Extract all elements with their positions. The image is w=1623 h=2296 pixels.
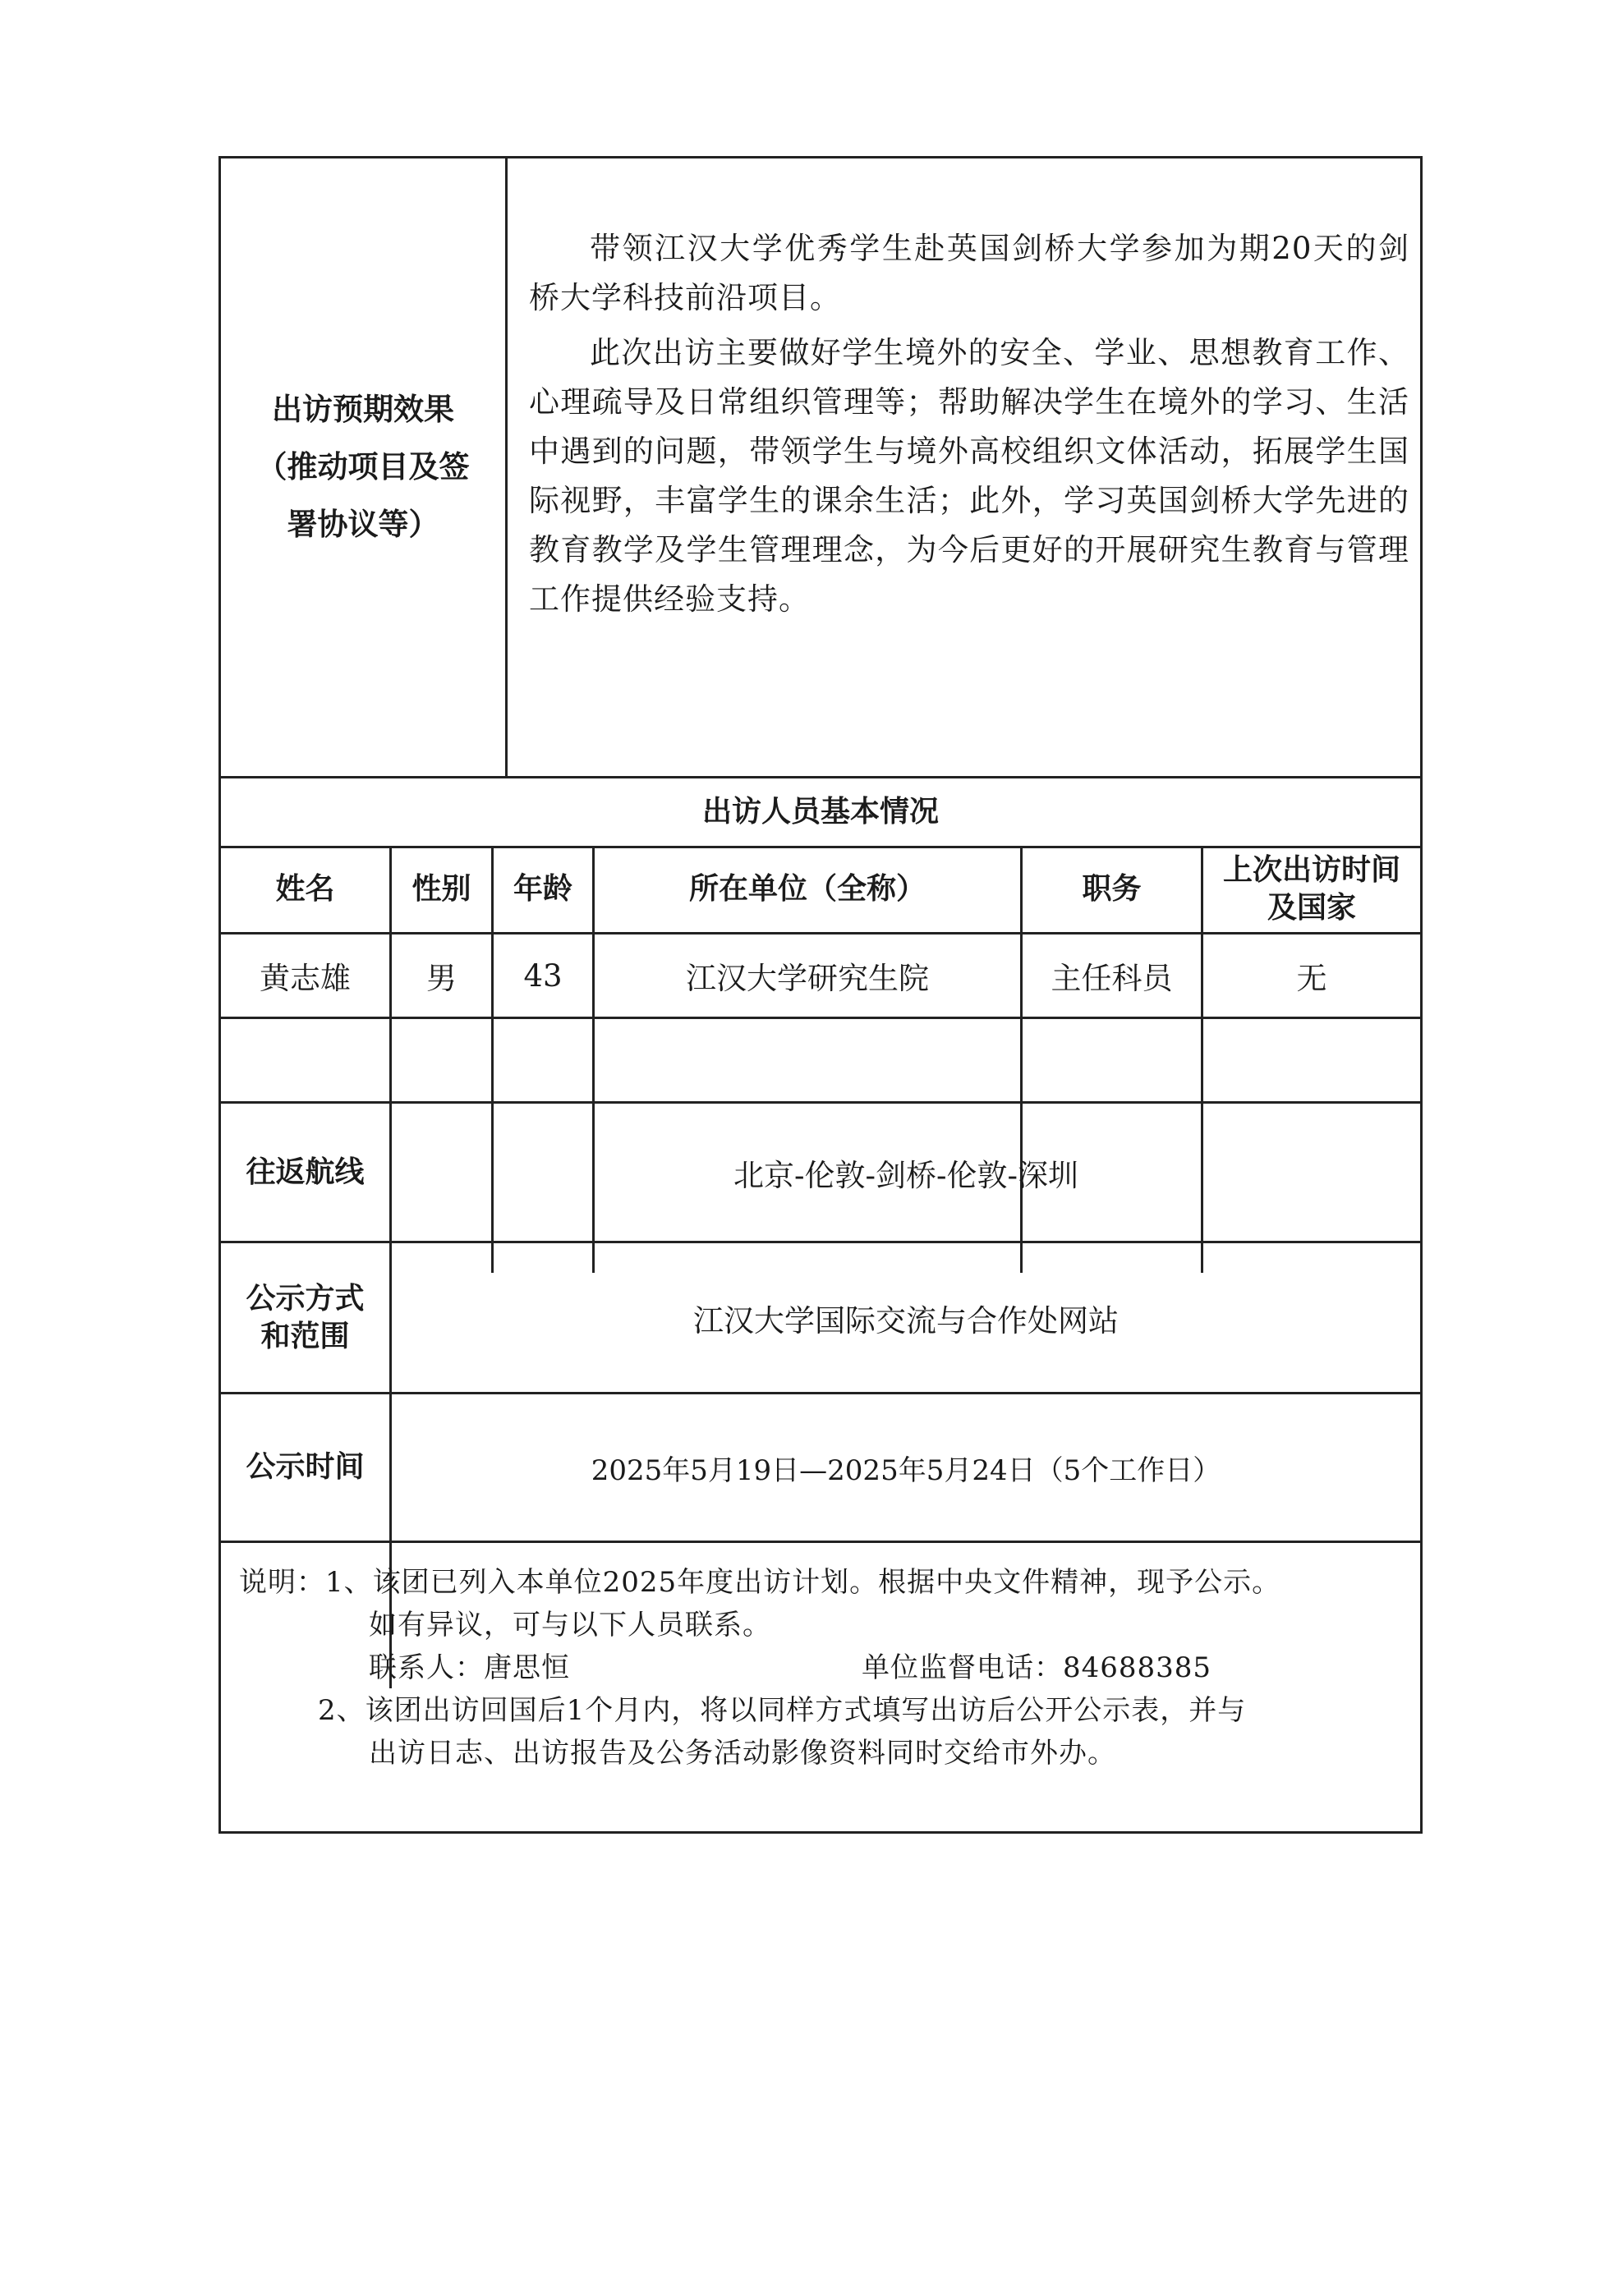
expected-effect-label-cell [221, 158, 505, 776]
effect-paragraph-1: 带领江汉大学优秀学生赴英国剑桥大学参加为期20天的剑桥大学科技前沿项目。 [529, 231, 1409, 315]
row2-age [494, 1019, 592, 1101]
header-last-visit: 上次出访时间及国家 [1222, 853, 1400, 925]
row2-unit [595, 1019, 1020, 1101]
row2-gender [392, 1019, 491, 1101]
disclosure-form-table [218, 156, 1423, 1834]
personnel-title-cell [221, 778, 1420, 846]
publicity-time-value: 2025年5月19日—2025年5月24日（5个工作日） [591, 1453, 1221, 1487]
header-name: 姓名 [275, 872, 335, 906]
expected-effect-label: 出访预期效果（推动项目及签署协议等） [256, 392, 470, 542]
row2-position [1023, 1019, 1201, 1101]
publicity-method-label: 公示方式和范围 [246, 1281, 365, 1353]
row1-position: 主任科员 [1051, 961, 1173, 996]
row1-age: 43 [523, 957, 563, 994]
notes-line-4: 2、该团出访回国后1个月内，将以同样方式填写出访后公开公示表，并与 [318, 1694, 1247, 1727]
row2-last-visit [1203, 1019, 1420, 1101]
row1-gender: 男 [426, 961, 457, 996]
notes-line-2: 如有异议，可与以下人员联系。 [369, 1609, 771, 1642]
expected-effect-text-cell [508, 224, 1423, 624]
notes-section [221, 1543, 1420, 1831]
row2-name [221, 1019, 389, 1101]
row1-last-visit: 无 [1296, 961, 1327, 996]
header-age: 年龄 [513, 872, 572, 906]
route-value: 北京-伦敦-剑桥-伦敦-深圳 [733, 1157, 1078, 1193]
notes-contact: 联系人：唐思恒 [369, 1651, 570, 1684]
header-position: 职务 [1082, 872, 1142, 906]
header-unit: 所在单位（全称） [688, 872, 926, 906]
route-label: 往返航线 [246, 1155, 365, 1189]
personnel-title: 出访人员基本情况 [701, 795, 939, 829]
publicity-time-label: 公示时间 [246, 1450, 365, 1484]
notes-line-1: 说明：1、该团已列入本单位2025年度出访计划。根据中央文件精神，现予公示。 [239, 1566, 1281, 1599]
row1-unit: 江汉大学研究生院 [686, 961, 929, 996]
effect-paragraph-2: 此次出访主要做好学生境外的安全、学业、思想教育工作、心理疏导及日常组织管理等；帮助解决学生在境外的学习、生活中遇到的问题，带领学生与境外高校组织文体活动，拓展学生国际视野，丰富学生的课余生活；此外，学习英国剑桥大学先进的教育教学及学生管理理念，为今后更好的开展研究生教育与管理工作提供经验支持。 [529, 335, 1409, 617]
header-gender: 性别 [411, 872, 471, 906]
notes-phone: 单位监督电话：84688385 [862, 1651, 1212, 1684]
publicity-method-value: 江汉大学国际交流与合作处网站 [693, 1302, 1119, 1339]
row1-name: 黄志雄 [260, 961, 351, 996]
notes-line-5: 出访日志、出访报告及公务活动影像资料同时交给市外办。 [369, 1737, 1116, 1770]
